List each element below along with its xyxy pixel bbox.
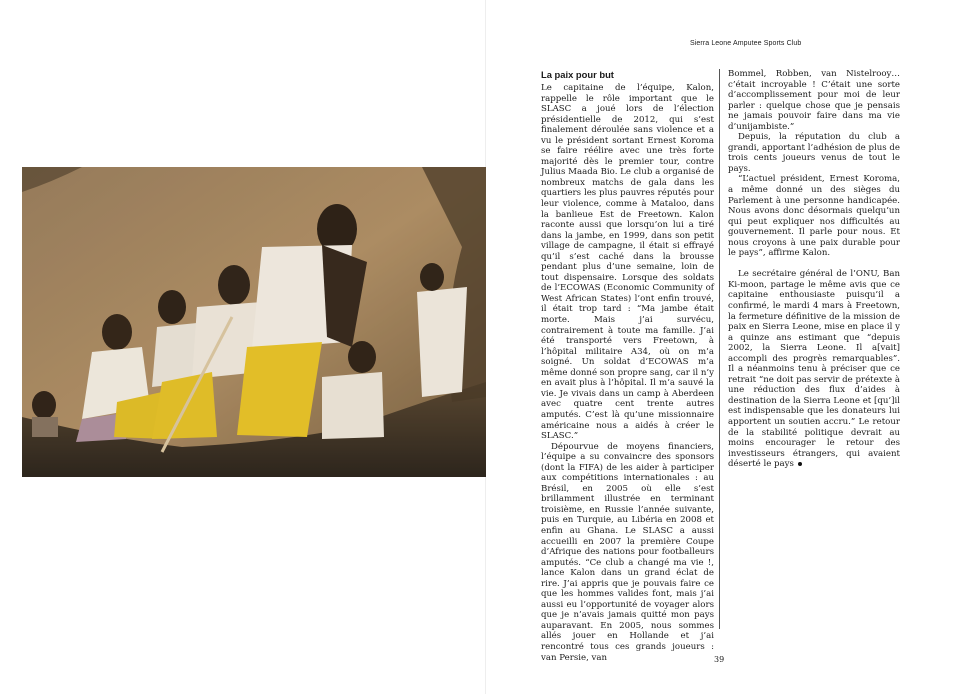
paragraph: Le capitaine de l’équipe, Kalon, rappelle le rôle important que le SLASC a joué lors de l’élection présidentielle de 2012, qui s’est finalement déroulée sans violence et a vu le président sortant Ernest Koroma se faire réélire avec une très forte majorité dès le premier tour, contre Julius Maada Bio. Le club a organisé de nombreux matchs de gala dans les quartiers les plus pauvres réputés pour leur violence, comme à Mataloo, dans la banlieue Est de Freetown. Kalon raconte aussi que lorsqu’on lui a tiré dans la jambe, en 1999, dans son petit village de campagne, il était si effrayé qu’il s’est caché dans la brousse pendant plus d’une semaine, loin de tout dispensaire. Lorsque des soldats de l’ECOWAS (Economic Community of West African States) l’ont enfin trouvé, il était trop tard : “Ma jambe était morte. Mais j’ai survécu, contrairement à toute ma famille. J’ai été transporté vers Freetown, à l’hôpital militaire A34, où on m’a soigné. Un soldat d’ECOWAS m’a même donné son propre sang, car il n’y en avait plus à l’hôpital. Il m’a sauvé la vie. Je vivais dans un camp à Aberdeen avec quatre cent trente autres amputés. C’est là qu’une missionnaire américaine nous a aidés à créer le SLASC.” — [541, 83, 714, 442]
photo-reflection-icon — [22, 167, 486, 477]
running-header: Sierra Leone Amputee Sports Club — [690, 40, 802, 47]
article-column-2 — [728, 69, 900, 470]
paragraph: Dépourvue de moyens financiers, l’équipe a su convaincre des sponsors (dont la FIFA) de les aider à participer aux compétitions internationales : au Brésil, en 2005 où elle s’est brillamment illustrée en terminant troisième, en Russie l’année suivante, puis en Turquie, au Libéria en 2008 et enfin au Ghana. Le SLASC a aussi accueilli en 2007 la première Coupe d’Afrique des nations pour footballeurs amputés. “Ce club a changé ma vie !, lance Kalon dans un grand éclat de rire. J’ai appris que je pouvais faire ce que les hommes valides font, mais j’ai aussi eu l’opportunité de voyager alors que je n’avais jamais quitté mon pays auparavant. En 2005, nous sommes allés jouer en Hollande et j’ai rencontré tous ces grands joueurs : van Persie, van — [541, 441, 714, 663]
article-photo — [22, 167, 486, 477]
column-rule — [719, 69, 720, 629]
paragraph: Depuis, la réputation du club a grandi, apportant l’adhésion de plus de trois cents joueurs venus de tout le pays. — [728, 132, 900, 174]
paragraph-gap — [728, 259, 900, 270]
paragraph-text: Le secrétaire général de l’ONU, Ban Ki-moon, partage le même avis que ce capitaine enthousiaste puisqu’il a confirmé, le mardi 4 mars à Freetown, la fermeture définitive de la mission de paix en Sierra Leone, mise en place il y a quinze ans estimant que “depuis 2002, la Sierra Leone. Il a[vait] accompli des progrès remarquables”. Il a néanmoins tenu à préciser que ce retrait “ne doit pas servir de prétexte à une réduction des flux d’aides à destination de la Sierra Leone et [qu’]il est indispensable que les donateurs lui apportent un soutien accru.” Le retour de la stabilité politique devrait au moins encourager le retour des investisseurs étrangers, qui avaient déserté le pays — [728, 269, 900, 470]
paragraph: Bommel, Robben, van Nistelrooy… c’était incroyable ! C’était une sorte d’accomplissement pour moi de leur parler : quelque chose que je pensais ne jamais pouvoir faire dans ma vie d’unijambiste.” — [728, 69, 900, 132]
paragraph-last — [728, 269, 900, 469]
page-number: 39 — [714, 655, 725, 664]
section-heading: La paix pour but — [541, 69, 614, 80]
end-of-article-icon — [798, 462, 802, 466]
paragraph: “L’actuel président, Ernest Koroma, a même donné un des sièges du Parlement à une personne handicapée. Nous avons donc désormais quelqu’un qui peut expliquer nos difficultés au gouvernement. Il parle pour nous. Et nous croyons à une paix durable pour le pays”, affirme Kalon. — [728, 174, 900, 259]
article-column-1 — [541, 69, 714, 663]
